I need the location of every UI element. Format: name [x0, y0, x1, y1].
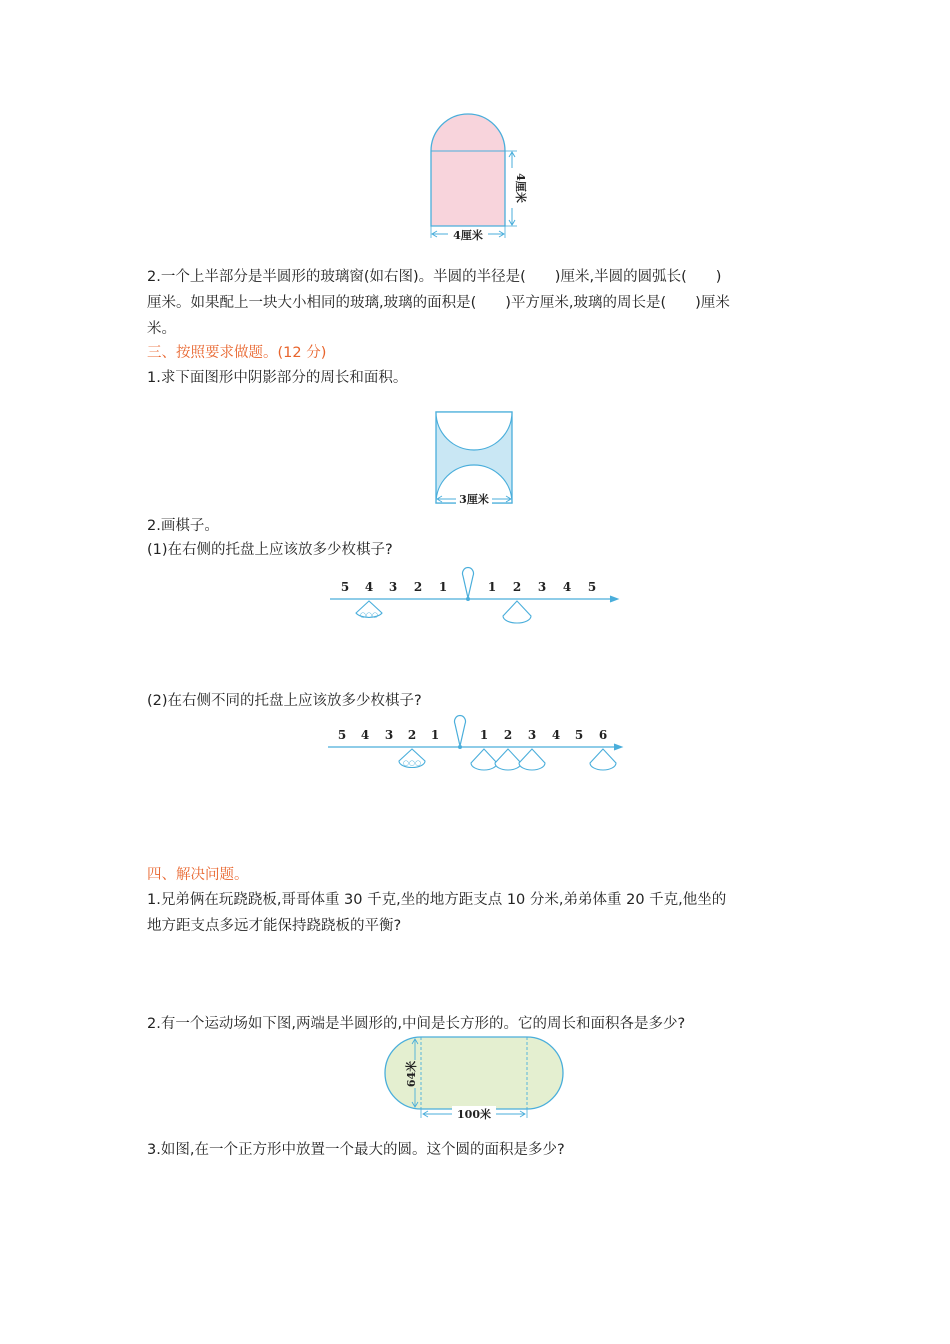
section4-q2: 2.有一个运动场如下图,两端是半圆形的,中间是长方形的。它的周长和面积各是多少? — [147, 1016, 686, 1032]
tick-label: 3 — [537, 580, 547, 594]
balance-1 — [326, 560, 626, 630]
tick-label: 5 — [574, 728, 584, 742]
window-figure — [420, 110, 530, 245]
section3-q2: 2.画棋子。 — [147, 518, 219, 534]
width-label: 4厘米 — [453, 229, 483, 242]
section4-q3: 3.如图,在一个正方形中放置一个最大的圆。这个圆的面积是多少? — [147, 1142, 565, 1158]
section3-q2-2: (2)在右侧不同的托盘上应该放多少枚棋子? — [147, 693, 422, 709]
section3-q2-1: (1)在右侧的托盘上应该放多少枚棋子? — [147, 542, 393, 558]
balance-2-right-ticks — [480, 728, 607, 742]
section3-title: 三、按照要求做题。(12 分) — [147, 345, 327, 361]
section4-q1-line2: 地方距支点多远才能保持跷跷板的平衡? — [147, 918, 402, 934]
tick-label: 4 — [562, 580, 572, 594]
window-shape — [431, 114, 505, 226]
balance-2-pan-1 — [471, 749, 497, 770]
balance-1-pivot — [463, 568, 474, 598]
balance-2 — [324, 712, 628, 777]
shaded-width-label: 3厘米 — [459, 493, 489, 506]
height-label: 4厘米 — [514, 173, 527, 203]
q2-2-line3: 米。 — [147, 321, 176, 337]
tick-label: 3 — [384, 728, 394, 742]
tick-label: 4 — [551, 728, 561, 742]
tick-label: 1 — [479, 728, 489, 742]
field-figure — [384, 1036, 568, 1126]
tick-label: 6 — [598, 728, 608, 742]
balance-2-pan-6 — [590, 749, 616, 770]
balance-2-pan-3 — [519, 749, 545, 770]
field-length-label: 100米 — [457, 1108, 491, 1121]
tick-label: 4 — [364, 580, 374, 594]
tick-label: 4 — [360, 728, 370, 742]
tick-label: 3 — [388, 580, 398, 594]
balance-1-right-ticks — [488, 580, 596, 594]
section4-title: 四、解决问题。 — [147, 867, 249, 883]
tick-label: 5 — [587, 580, 597, 594]
shaded-figure — [430, 408, 520, 513]
tick-label: 2 — [503, 728, 513, 742]
tick-label: 5 — [337, 728, 347, 742]
tick-label: 2 — [512, 580, 522, 594]
tick-label: 1 — [438, 580, 448, 594]
section3-q1: 1.求下面图形中阴影部分的周长和面积。 — [147, 370, 408, 386]
balance-1-left-ticks — [341, 580, 447, 594]
tick-label: 1 — [487, 580, 497, 594]
tick-label: 5 — [340, 580, 350, 594]
balance-2-pivot — [455, 716, 466, 746]
balance-1-left-pieces: ○○○ — [359, 611, 379, 619]
tick-label: 1 — [430, 728, 440, 742]
balance-1-right-pan — [503, 601, 531, 623]
balance-2-left-ticks — [338, 728, 439, 742]
balance-2-left-pieces: ○○○ — [402, 759, 422, 767]
tick-label: 3 — [527, 728, 537, 742]
tick-label: 2 — [407, 728, 417, 742]
q2-2-line1: 2.一个上半部分是半圆形的玻璃窗(如右图)。半圆的半径是( )厘米,半圆的圆弧长( ) — [147, 269, 722, 285]
section4-q1-line1: 1.兄弟俩在玩跷跷板,哥哥体重 30 千克,坐的地方距支点 10 分米,弟弟体重 20 千克,他坐的 — [147, 892, 727, 908]
tick-label: 2 — [413, 580, 423, 594]
field-height-label: 64米 — [405, 1060, 418, 1088]
q2-2-line2: 厘米。如果配上一块大小相同的玻璃,玻璃的面积是( )平方厘米,玻璃的周长是( )厘米 — [147, 295, 730, 311]
balance-2-pan-2 — [495, 749, 521, 770]
